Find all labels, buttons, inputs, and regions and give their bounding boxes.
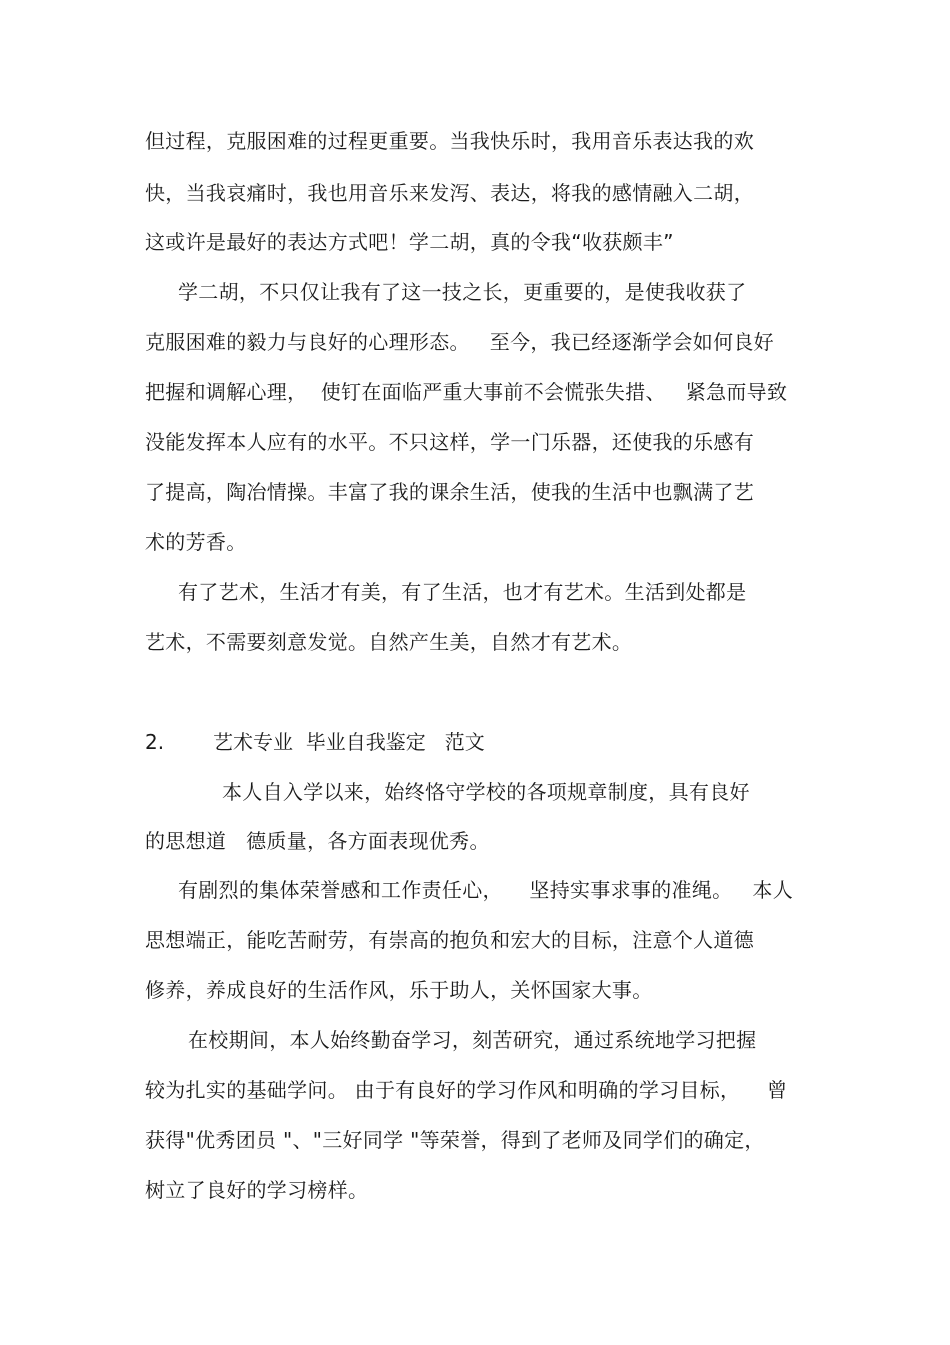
paragraph-line: 术的芳香。 (145, 530, 247, 554)
section-number: 2. (145, 730, 165, 754)
paragraph-line: 较为扎实的基础学问。 由于有良好的学习作风和明确的学习目标， 曾 (145, 1078, 788, 1102)
paragraph-line: 在校期间，本人始终勤奋学习，刻苦研究，通过系统地学习把握 (188, 1028, 757, 1052)
paragraph-line: 本人自入学以来，始终恪守学校的各项规章制度，具有良好 (222, 780, 750, 804)
paragraph-line: 思想端正，能吃苦耐劳，有崇高的抱负和宏大的目标，注意个人道德 (145, 928, 754, 952)
paragraph-line: 有剧烈的集体荣誉感和工作责任心， 坚持实事求事的准绳。 本人 (178, 878, 794, 902)
paragraph-line: 快，当我哀痛时，我也用音乐来发泻、表达，将我的感情融入二胡， (145, 181, 754, 205)
paragraph-line: 有了艺术，生活才有美，有了生活，也才有艺术。生活到处都是 (178, 580, 747, 604)
paragraph-line: 克服困难的毅力与良好的心理形态。 至今，我已经逐渐学会如何良好 (145, 330, 774, 354)
section-heading (145, 729, 645, 755)
paragraph-line: 获得"优秀团员 "、"三好同学 "等荣誉，得到了老师及同学们的确定， (145, 1128, 765, 1152)
paragraph-line: 修养，养成良好的生活作风，乐于助人，关怀国家大事。 (145, 978, 653, 1002)
paragraph-line: 但过程，克服困难的过程更重要。当我快乐时，我用音乐表达我的欢 (145, 129, 754, 153)
paragraph-line: 艺术，不需要刻意发觉。自然产生美，自然才有艺术。 (145, 630, 633, 654)
paragraph-line: 了提高，陶冶情操。丰富了我的课余生活，使我的生活中也飘满了艺 (145, 480, 754, 504)
paragraph-line: 把握和调解心理， 使钉在面临严重大事前不会慌张失措、 紧急而导致 (145, 380, 788, 404)
section-title: 艺术专业 毕业自我鉴定 范文 (213, 730, 485, 754)
paragraph-line: 的思想道 德质量，各方面表现优秀。 (145, 829, 490, 853)
paragraph-line: 学二胡，不只仅让我有了这一技之长，更重要的，是使我收获了 (178, 280, 747, 304)
paragraph-line: 这或许是最好的表达方式吧！学二胡，真的令我“收获颇丰” (145, 230, 674, 254)
paragraph-line: 树立了良好的学习榜样。 (145, 1178, 369, 1202)
paragraph-line: 没能发挥本人应有的水平。不只这样，学一门乐器，还使我的乐感有 (145, 430, 754, 454)
